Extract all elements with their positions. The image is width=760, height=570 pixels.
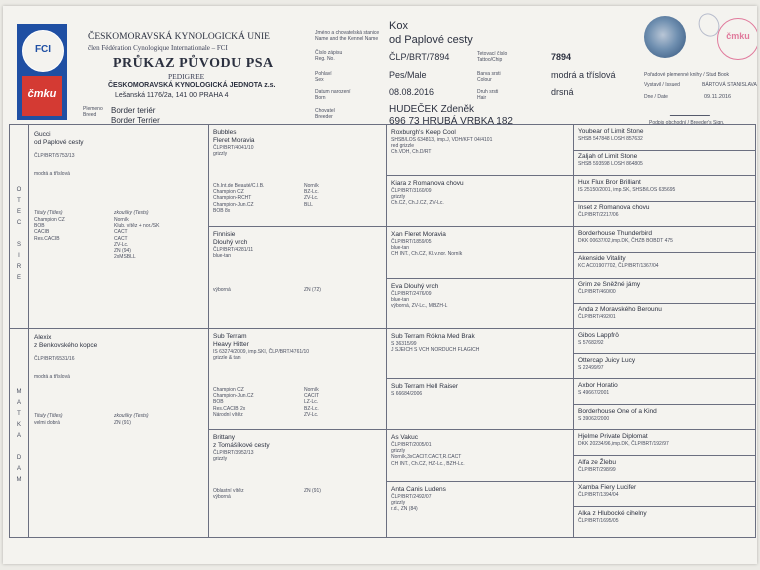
hair-label: Druh srsti Hair [477,89,499,101]
ancestor-gen3: Kiara z Romanova chovu ČLP/BRT/3160/09 grizzly Ch.CZ, Ch.J.CZ, ZV-Lc. [391,180,464,207]
ancestor-gen4: Anda z Moravského Berounu ČLP/BRT/492/01 [578,306,662,320]
ancestor-gen4: Borderhouse One of a Kind S 39062/2000 [578,408,657,422]
ancestor-gen4: Hux Flux Bror Brilliant IS 25150/2001, imp.SK, SHSB/LOS 635695 [578,179,676,193]
fci-emblem-icon: FCI [22,30,64,72]
signature-scribble-icon [670,109,713,116]
pedigree-table [9,124,756,538]
ancestor-gen3: Xan Fleret Moravia ČLP/BRT/1859/05 blue-tan CH INT., Ch.CZ, Kl.v.nor. Norník [391,231,463,258]
pedigree-sheet [3,6,757,564]
dam-side-label: M A T K A D A M [16,389,22,483]
dam-titles: velmi dobrá [34,420,60,426]
ancestor-gen3: Sub Terram Hell Raiser S 66684/2006 [391,383,459,397]
ancestor-gen4: Alfa ze Žlebu ČLP/BRT/298/99 [578,459,616,473]
grandparent-titles: výborná [213,287,231,293]
issued-label: Vystavil / Issued [644,82,680,88]
issued-date: 09.11.2016 [704,94,732,100]
grandparent-cell: Bubbles Fleret Moravia ČLP/BRT/4041/10 grizzly [213,129,255,158]
org-name: ČESKOMORAVSKÁ KYNOLOGICKÁ UNIE [88,32,270,42]
breed-cz: Border teriér [111,106,156,115]
dog-colour: modrá a tříslová [551,70,616,80]
org-fci-member: člen Fédération Cynologique Internationale – FCI [88,44,228,52]
dog-sex: Pes/Male [389,70,427,80]
ancestor-gen3: Roxburgh's Keep Cool SHSB/LOS 634813, imp.J, VDH/KFT 04/4101 red grizzle Ch.VDH, Ch.D/RT [391,129,493,156]
document-subtitle: PEDIGREE [168,72,205,81]
colour-label: Barva srsti Colour [477,71,501,83]
breed-en: Border Terrier [111,116,160,125]
ancestor-gen4: Akenside Vitality KC AC01907702, ČLP/BRT/1367/04 [578,255,659,269]
dam-tests: ZN (91) [114,420,131,426]
tattoo-label: Tetovací číslo Tattoo/Chip [477,51,508,63]
ancestor-gen3: Sub Terram Rókna Med Brak S 36315/99 J SJEICH S VCH NORDUCH FLAGICH [391,333,480,354]
jednota-name: ČESKOMORAVSKÁ KYNOLOGICKÁ JEDNOTA z.s. [108,82,276,89]
date-label: Dne / Date [644,94,668,100]
sire-titles-label: Tituly (Titles) [34,210,63,216]
cmku-logo [17,24,67,120]
grandparent-titles: Champion CZ Champion-Jun.CZ BOB Res.CACIB 2x Národní vítěz [213,387,254,418]
ancestor-gen4: Axbor Horatio S 49667/2001 [578,382,618,396]
ancestor-gen4: Youbear of Limit Stone SHSB 547848 LOSH 857632 [578,128,644,142]
ancestor-gen4: Hjelme Private Diplomat DKK 20234/96,imp.DK, ČLP/BRT/192/97 [578,433,669,447]
dog-name: Kox [389,20,408,32]
ancestor-gen4: Ottercap Juicy Lucy S 22499/97 [578,357,636,371]
ancestor-gen4: Borderhouse Thunderbird DKK 00637/02,imp.DK, ČHZB BOBDT 475 [578,230,673,244]
ancestor-gen3: Eva Dlouhý vrch ČLP/BRT/2476/09 blue-tan výborná, ZV-Lc., MBZH-L [391,283,448,310]
ancestor-gen4: Grim ze Sněžné jámy ČLP/BRT/460/00 [578,281,641,295]
grandparent-tests: Norník BZ-Lc. ZV-Lc. BLL [304,183,319,208]
sire-titles: Champion CZ BOB CACIB Res.CACIB [34,217,65,242]
breed-label: Plemeno Breed [83,106,103,118]
breeder-address: 696 73 HRUBÁ VRBKA 182 [389,116,513,127]
sire-side-label: O T E C S I R E [16,187,22,281]
ancestor-gen4: Xamba Fiery Lucifer ČLP/BRT/1394/04 [578,484,637,498]
sire-tests-label: zkoušky (Tests) [114,210,149,216]
dog-reg: ČLP/BRT/7894 [389,52,450,62]
dam-titles-label: Tituly (Titles) [34,413,63,419]
dam-cell: Alexix z Benkovského kopce ČLP/BRT/6531/16 modrá a tříslová [34,334,98,381]
ancestor-gen4: Inset z Romanova chovu ČLP/BRT/2217/06 [578,204,650,218]
dob-label: Datum narození Born [315,89,351,101]
cmku-emblem-icon: čmku [22,76,62,116]
sire-cell: Gucci od Paplové cesty ČLP/BRT/5753/13 modrá a tříslová [34,131,84,178]
grandparent-cell: Finnisie Dlouhý vrch ČLP/BRT/4281/11 blue-tan [213,231,254,260]
ancestor-gen4: Gibos Lappfrö S 57682/92 [578,332,619,346]
grandparent-tests: ZN (72) [304,287,321,293]
document-title: PRŮKAZ PŮVODU PSA [113,56,274,71]
ancestor-gen4: Alka z Hlubocké cihelny ČLP/BRT/1695/05 [578,510,647,524]
dog-kennel: od Paplové cesty [389,34,473,46]
grandparent-cell: Brittany z Tomášíkové cesty ČLP/BRT/3952/13 grizzly [213,434,270,463]
grandparent-tests: ZN (91) [304,488,321,494]
dog-hair: drsná [551,87,574,97]
grandparent-cell: Sub Terram Heavy Hitter IS 63274/2009, imp.SKI, ČLP/BRT/4761/10 grizzle & tan [213,333,310,362]
name-label: Jméno a chovatelská stanice Name and the Kennel Name [315,30,380,42]
breeder-label: Chovatel Breeder [315,108,335,120]
breeder-stamp-icon: čmku [717,18,757,60]
ancestor-gen4: Zaljah of Limit Stone SHSB 593598 LOSH 864805 [578,153,643,167]
dog-tattoo: 7894 [551,52,572,62]
sire-tests: Norník Klub. vítěz + nor./SK CACT CACT ZV-Lc. ZN (94) 2xMSBLL [114,217,160,261]
jednota-address: Lešanská 1176/2a, 141 00 PRAHA 4 [115,92,229,99]
issued-by: BÁRTOVÁ STANISLAVA [702,82,757,88]
official-seal-icon [644,16,686,58]
studbook-label: Pořadové plemenné knihy / Stud Book [644,72,730,78]
sex-label: Pohlaví Sex [315,71,332,83]
dog-dob: 08.08.2016 [389,87,435,97]
reg-label: Číslo zápisu Reg. No. [315,50,343,62]
breeder-name: HUDEČEK Zdeněk [389,104,475,115]
grandparent-titles: Ch.Int.de Beauté/C.I.B. Champion CZ Champion-RCHT Champion-Jun.CZ BOB 8x [213,183,265,214]
grandparent-titles: Oblastní vítěz výborná [213,488,244,501]
breeder-sign-label: Podpis obchodní / Breeder's Sign. [649,120,725,126]
dam-tests-label: zkoušky (Tests) [114,413,149,419]
ancestor-gen3: As Vakuc ČLP/BRT/2005/01 grizzly Norník,3xCACIT.CACT,R.CACT CH INT., Ch.CZ, HZ-Lc., BZH-Lc. [391,434,465,467]
grandparent-tests: Norník CACIT LZ-Lc. BZ-Lc. ZV-Lc. [304,387,319,418]
ancestor-gen3: Anta Canis Ludens ČLP/BRT/2492/07 grizzly r.d., ZN (84) [391,486,446,513]
